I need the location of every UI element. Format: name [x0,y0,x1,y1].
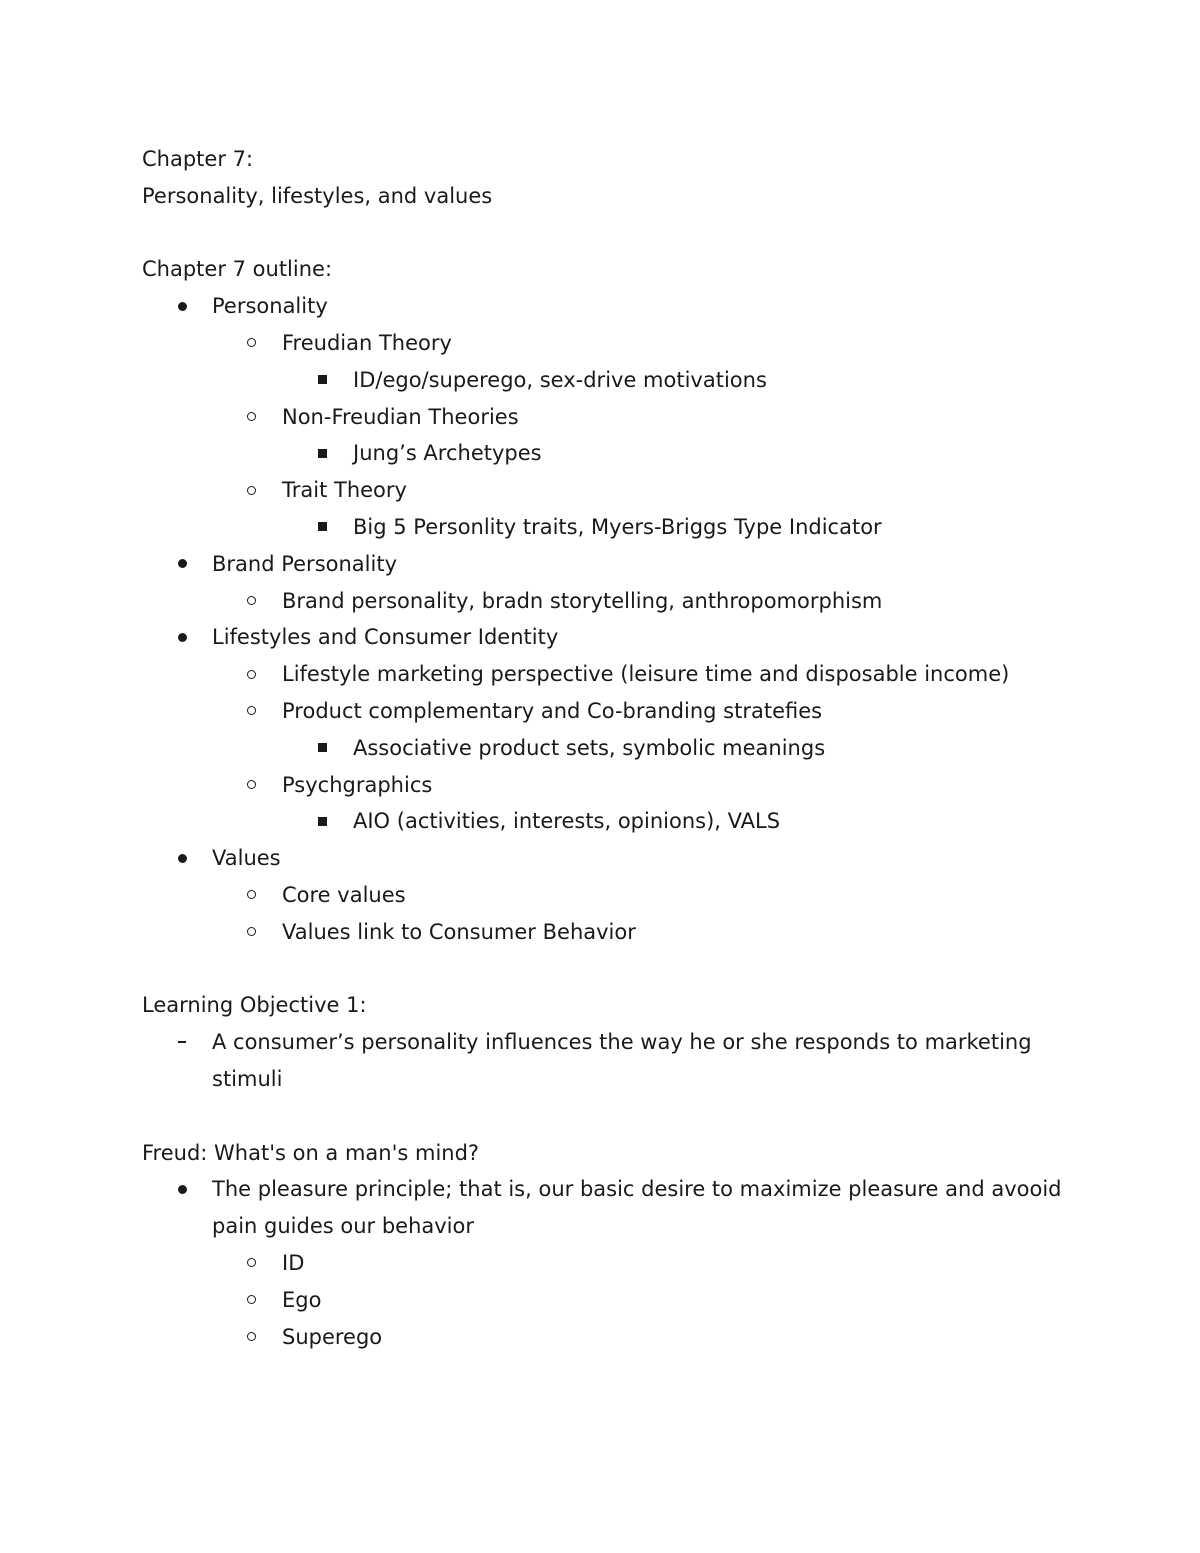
filled-bullet-icon [178,840,187,877]
list-item: ID/ego/superego, sex-drive motivations [142,362,1042,399]
list-item: Freudian Theory [142,325,1042,362]
blank-line [142,215,1042,252]
hollow-bullet-icon [247,1319,256,1356]
filled-bullet-icon [178,1171,187,1208]
document-page [142,141,1062,1355]
hollow-bullet-icon [247,914,256,951]
list-item: Core values [142,877,1042,914]
list-item: The pleasure principle; that is, our basic desire to maximize pleasure and avooid [142,1171,1042,1208]
list-item-continuation: stimuli [212,1066,283,1091]
blank-line [142,1098,1042,1135]
square-bullet-icon [318,509,327,546]
list-item: Ego [142,1282,1042,1319]
square-bullet-icon [318,803,327,840]
filled-bullet-icon [178,619,187,656]
list-item: Associative product sets, symbolic meanings [142,730,1042,767]
hollow-bullet-icon [247,1282,256,1319]
list-item: AIO (activities, interests, opinions), VALS [142,803,1042,840]
hollow-bullet-icon [247,399,256,436]
list-item: Values [142,840,1042,877]
list-item: Non-Freudian Theories [142,399,1042,436]
list-item: ID [142,1245,1042,1282]
dash-bullet-icon [178,1024,186,1061]
hollow-bullet-icon [247,583,256,620]
blank-line [142,951,1042,988]
list-item: Psychgraphics [142,767,1042,804]
filled-bullet-icon [178,288,187,325]
list-item: Brand personality, bradn storytelling, anthropomorphism [142,583,1042,620]
list-item: Trait Theory [142,472,1042,509]
list-item-continuation: pain guides our behavior [212,1214,474,1239]
filled-bullet-icon [178,546,187,583]
list-item: Lifestyle marketing perspective (leisure time and disposable income) [142,656,1042,693]
hollow-bullet-icon [247,325,256,362]
square-bullet-icon [318,730,327,767]
list-item: Lifestyles and Consumer Identity [142,619,1042,656]
hollow-bullet-icon [247,1245,256,1282]
list-item: Personality [142,288,1042,325]
freud-heading: Freud: What's on a man's mind? [142,1140,480,1165]
list-item: Brand Personality [142,546,1042,583]
list-item: Superego [142,1319,1042,1356]
learning-objective-heading: Learning Objective 1: [142,993,367,1018]
hollow-bullet-icon [247,877,256,914]
outline-heading: Chapter 7 outline: [142,257,333,282]
square-bullet-icon [318,362,327,399]
square-bullet-icon [318,435,327,472]
hollow-bullet-icon [247,472,256,509]
chapter-title: Personality, lifestyles, and values [142,183,493,208]
chapter-heading: Chapter 7: [142,147,254,171]
list-item: A consumer’s personality influences the way he or she responds to marketing [142,1024,1042,1061]
list-item: Big 5 Personlity traits, Myers-Briggs Type Indicator [142,509,1042,546]
hollow-bullet-icon [247,767,256,804]
list-item: Product complementary and Co-branding stratefies [142,693,1042,730]
hollow-bullet-icon [247,693,256,730]
hollow-bullet-icon [247,656,256,693]
list-item: Jung’s Archetypes [142,435,1042,472]
list-item: Values link to Consumer Behavior [142,914,1042,951]
